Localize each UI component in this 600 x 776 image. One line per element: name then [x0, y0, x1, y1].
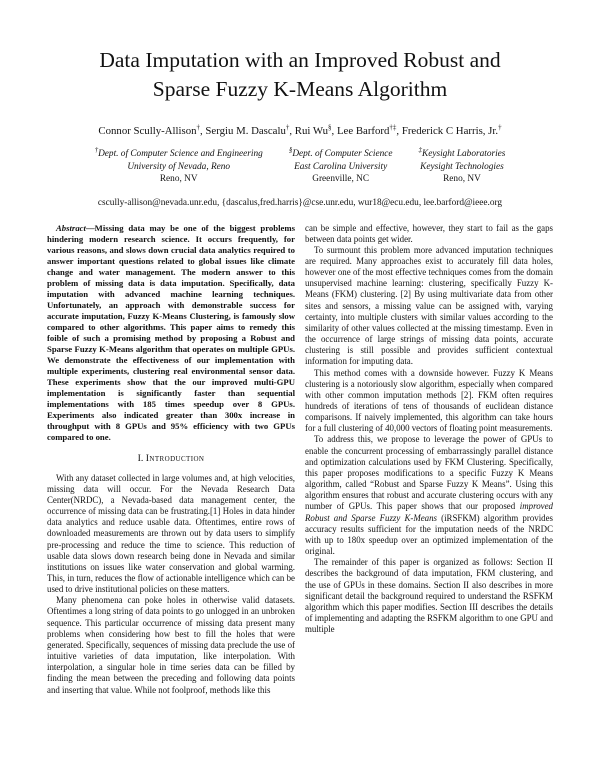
abstract-text: —Missing data may be one of the biggest problems hindering modern research science. It occurs frequently, for various reasons, and slows down crucial data analytics required to answer important questions related to global issues like climate change and water management. The modern answer to this problem of missing data is data imputation. Specifically, data imputation with advanced machine learning techniques. Unfortunately, an approach with demonstrable success for accurate imputation, Fuzzy K-Means Clustering, is famously slow compared to other algorithms. This paper aims to remedy this foible of such a promising method by proposing a Robust and Sparse Fuzzy K-Means algorithm that operates on multiple GPUs. We demonstrate the effectiveness of our implementation with multiple experiments, clustering real environmental sensor data. These experiments show that the our improved multi-GPU implementation is significantly faster than sequential implementations with 185 times speedup over 8 GPUs. Experiments also indicated greater than 300x increase in throughput with 8 GPUs and 95% efficiency with two GPUs compared to one. [47, 222, 295, 443]
paper-title-line-1: Data Imputation with an Improved Robust and [99, 48, 501, 72]
body-paragraph: To surmount this problem more advanced imputation techniques are required. Many approaches exist to accurately fill data holes, however one of the most effective techniques comes from the domain unsupervised machine learning: clustering, specifically Fuzzy K-Means (FKM) clustering. [2] By using multivariate data from other sites and sensors, a missing value can be assigned with, varying certainty, into multiple clusters with similar values according to the similarity of other values collected at the missing timestamp. Even in the occurrence of large strings of missing data points, accurate clustering is still possible and provides sufficient contextual information for imputing data. [305, 244, 553, 367]
author: Lee Barford†‡ [336, 123, 397, 137]
author: Connor Scully-Allison† [98, 123, 200, 137]
section-title: Introduction [145, 453, 205, 465]
column-left [47, 223, 295, 696]
affiliation-block: †Dept. of Computer Science and Engineering University of Nevada, Reno Reno, NV [94, 145, 263, 184]
column-right [305, 223, 553, 696]
body-paragraph: With any dataset collected in large volumes and, at high velocities, missing data will occur. For the Nevada Research Data Center(NRDC), a Nevada-based data management center, the occurrence of missing data can be frustrating.[1] Holes in data hinder data analytics and reduce usable data. Oftentimes, entire rows of downloaded measurements are thrown out by data users to simplify pre-processing and reduce the time to science. This reduction of usable data slows down research being done in Nevada and similar institutions on issues like water conservation and global warming. This, in turn, reduces the flow of actionable intelligence which can be used to drive institutional policies on these matters. [47, 472, 295, 595]
body-paragraph: To address this, we propose to leverage the power of GPUs to enable the concurrent processing of embarrassingly parallel distance and optimization calculations used by FKM Clustering. Specifically, this paper proposes modifications to a specific Fuzzy K Means algorithm, called “Robust and Sparse Fuzzy K Means”. Using this algorithm ensures that robust and accurate clustering occurs with any number of GPUs. This paper shows that our proposed improved Robust and Sparse Fuzzy K-Means (iRSFKM) algorithm provides accuracy results sufficient for the imputation needs of the NRDC with up to 180x speedup over an optimized implementation of the original. [305, 434, 553, 557]
body-paragraph: This method comes with a downside however. Fuzzy K Means clustering is a notoriously slow algorithm, especially when compared with other common imputation methods [2]. FKM often requires hundreds of iterations of tens of thousands of euclidean distance comparisons. If naively implemented, this algorithm can take hours for a full clustering of 40,000 vectors of floating point measurements. [305, 367, 553, 434]
affiliations-row [0, 145, 600, 186]
body-columns [47, 223, 553, 696]
right-paragraphs [305, 223, 553, 636]
affiliation-block: §Dept. of Computer Science East Carolina University Greenville, NC [288, 145, 393, 184]
section-heading [47, 453, 295, 464]
abstract-label: Abstract [56, 222, 86, 233]
author: Sergiu M. Dascalu† [205, 123, 290, 137]
section-number: I. [137, 453, 144, 465]
left-paragraphs [47, 473, 295, 696]
author-line: Connor Scully-Allison†, Sergiu M. Dascalu†, Rui Wu§, Lee Barford†‡, Frederick C Harris, Jr.† [98, 123, 502, 137]
email-line: cscully-allison@nevada.unr.edu, {dascalus,fred.harris}@cse.unr.edu, wur18@ecu.edu, lee.barford@ieee.org [97, 197, 503, 208]
body-paragraph: can be simple and effective, however, they start to fail as the gaps between data points get wider. [305, 222, 553, 244]
abstract [47, 223, 295, 444]
body-paragraph: The remainder of this paper is organized as follows: Section II describes the background of data imputation, FKM clustering, and the use of GPUs in these domains. Section II also describes in more significant detail the background required to understand the RSFKM algorithm which this paper modifies. Section III describes the details of implementing and adapting the RSFKM algorithm to one GPU and multiple [305, 557, 553, 635]
body-paragraph: Many phenomena can poke holes in otherwise valid datasets. Oftentimes a long string of data points to go unlogged in an unbroken sequence. This particular occurrence of missing data present many problems when considering how best to fill the holes that were generated. Specifically, sequences of missing data preclude the use of intuitive varieties of data imputation, like interpolation. With interpolation, a singular hole in time series data can be filled by finding the mean between the preceding and following data points and inserting that value. While not foolproof, methods like this [47, 595, 295, 695]
author: Frederick C Harris, Jr.† [401, 123, 502, 137]
affiliation-block: ‡Keysight Laboratories Keysight Technologies Reno, NV [418, 145, 506, 184]
author: Rui Wu§ [294, 123, 332, 137]
paper-title-line-2: Sparse Fuzzy K-Means Algorithm [152, 77, 448, 101]
paper-title [0, 46, 600, 104]
